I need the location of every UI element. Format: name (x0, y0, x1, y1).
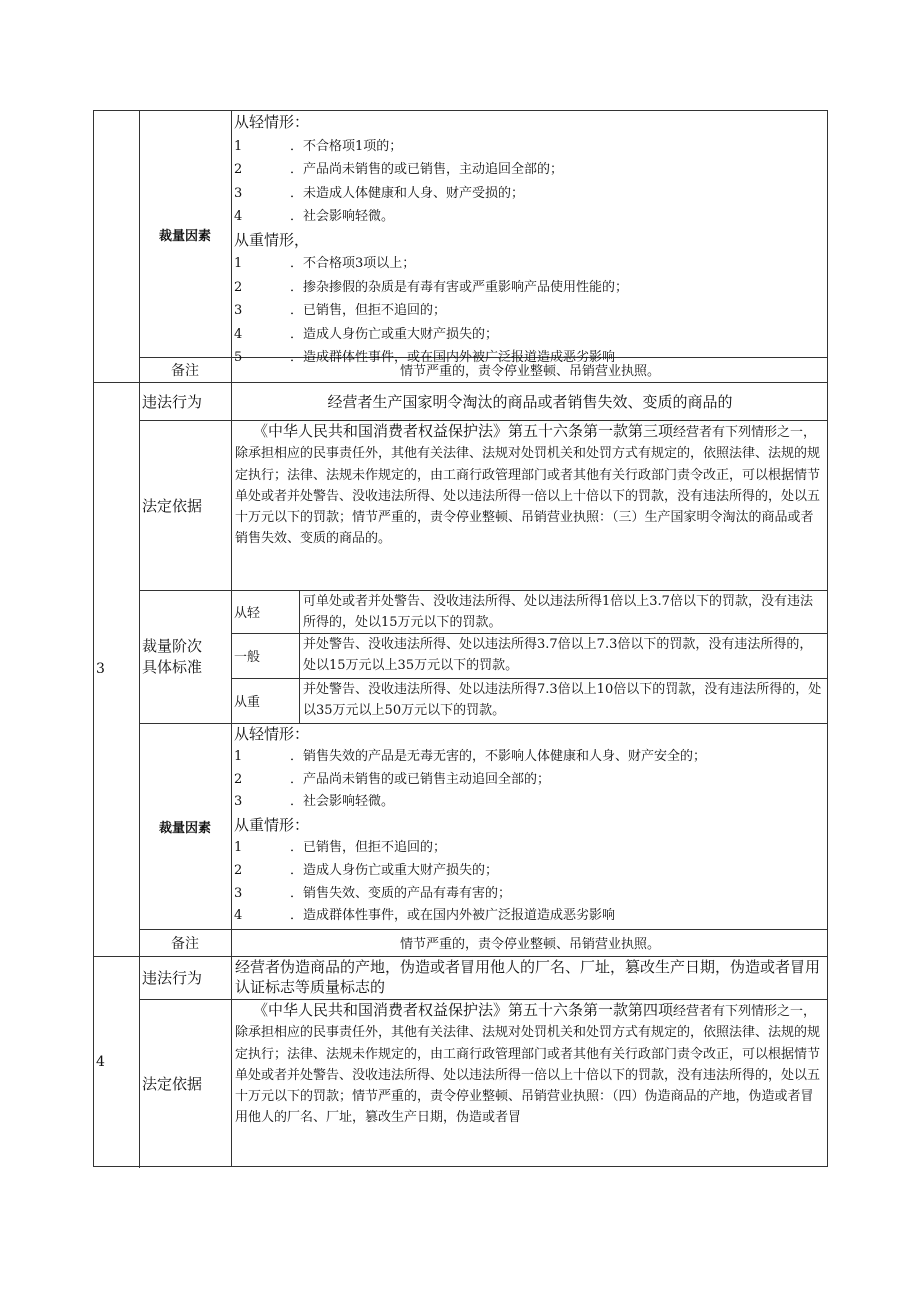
item-text: ．产品尚未销售的或已销售，主动追回全部的； (290, 162, 564, 177)
basis-body: 经营者有下列情形之一，除承担相应的民事责任外，其他有关法律、法规对处罚机关和处罚方式有规定的，依照法律、法规的规定执行；法律、法规未作规定的，由工商行政管理部门或者其他有关行政部门责令改正，可以根据情节单处或者并处警告、没收违法所得、处以违法所得一倍以上十倍以下的罚款，没有违法所得的，处以五十万元以下的罚款；情节严重的，责令停业整顿、吊销营业执照：（三）生产国家明令淘汰的商品或者销售失效、变质的商品的。 (235, 425, 821, 547)
item-number: 4 (234, 209, 243, 224)
level-name-text: 从轻 (234, 606, 261, 621)
basis-label-text: 法定依据 (142, 1075, 203, 1093)
note-label (139, 357, 231, 382)
heavy-title: 从重情形： (234, 816, 310, 835)
list-item (234, 905, 828, 928)
item-number: 1 (234, 748, 243, 764)
factor-label-text: 裁量因素 (158, 228, 211, 244)
level-name (232, 590, 299, 633)
basis-text (232, 999, 828, 1168)
row-index-text: 4 (96, 1054, 105, 1070)
violation-label (139, 956, 231, 999)
note-text-value: 情节严重的，责令停业整顿、吊销营业执照。 (399, 937, 660, 952)
note-label-text: 备注 (171, 362, 199, 379)
row-index (94, 956, 139, 1168)
item-text: ．造成人身伤亡或重大财产损失的； (290, 326, 499, 342)
list-item (234, 135, 828, 159)
item-number: 2 (234, 771, 243, 787)
item-text: ．产品尚未销售的或已销售主动追回全部的； (290, 771, 551, 787)
violation-text-value: 经营者生产国家明令淘汰的商品或者销售失效、变质的商品的 (327, 392, 733, 411)
item-number: 4 (234, 908, 243, 924)
list-item (234, 182, 828, 206)
basis-text (232, 420, 828, 590)
factor-label-text: 裁量因素 (158, 820, 211, 836)
light-title: 从轻情形： (234, 725, 310, 743)
item-number: 4 (234, 326, 243, 342)
item-number: 3 (234, 794, 243, 810)
note-text (232, 357, 828, 382)
violation-text (232, 956, 828, 999)
item-text: ．销售失效的产品是无毒无害的，不影响人体健康和人身、财产安全的； (290, 748, 707, 764)
item-text: ．不合格项1项的； (290, 138, 403, 154)
violation-text (232, 382, 828, 420)
item-text: ．造成群体性事件，或在国内外被广泛报道造成恶劣影响 (290, 908, 616, 924)
level-name (232, 633, 299, 678)
item-number: 5 (234, 350, 243, 365)
standard-label-text: 裁量阶次具体标准 (142, 636, 203, 676)
note-label-text: 备注 (171, 935, 199, 952)
item-number: 1 (234, 138, 243, 154)
list-item (234, 323, 828, 347)
note-text (232, 929, 828, 956)
basis-label (139, 420, 231, 590)
item-number: 3 (234, 303, 243, 318)
list-item (234, 883, 828, 906)
list-item (234, 837, 828, 860)
item-text: ．造成群体性事件，或在国内外被广泛报道造成恶劣影响 (290, 350, 616, 365)
factor-content (232, 723, 828, 929)
list-item (234, 252, 828, 276)
basis-label-text: 法定依据 (142, 496, 203, 515)
level-name-text: 一般 (234, 650, 261, 665)
item-text: ．已销售，但拒不追回的； (290, 303, 447, 318)
item-text: ．未造成人体健康和人身、财产受损的； (290, 185, 525, 201)
item-text: ．已销售，但拒不追回的； (290, 839, 447, 855)
level-text-value: 并处警告、没收违法所得、处以违法所得7.3倍以上10倍以下的罚款，没有违法所得的，处以35万元以上50万元以下的罚款。 (303, 682, 822, 719)
item-text: ．不合格项3项以上； (290, 256, 416, 271)
basis-label (139, 999, 231, 1168)
basis-lead: 《中华人民共和国消费者权益保护法》第五十六条第一款第三项 (253, 422, 674, 440)
list-item (234, 158, 828, 182)
item-text: ．掺杂掺假的杂质是有毒有害或严重影响产品使用性能的； (290, 279, 629, 295)
violation-text-value: 经营者伪造商品的产地，伪造或者冒用他人的厂名、厂址，篡改生产日期，伪造或者冒用认证标志等质量标志的 (235, 958, 821, 996)
violation-label-text: 违法行为 (142, 392, 203, 411)
standard-label (139, 590, 231, 723)
level-text-value: 可单处或者并处警告、没收违法所得、处以违法所得1倍以上3.7倍以下的罚款，没有违法所得的，处以15万元以下的罚款。 (303, 594, 813, 631)
list-item (234, 769, 828, 792)
level-text-value: 并处警告、没收违法所得、处以违法所得3.7倍以上7.3倍以下的罚款，没有违法所得的，处以15万元以上35万元以下的罚款。 (303, 637, 813, 674)
item-number: 2 (234, 862, 243, 878)
item-number: 2 (234, 162, 243, 177)
item-text: ．销售失效、变质的产品有毒有害的； (290, 885, 512, 901)
item-number: 3 (234, 185, 243, 201)
basis-lead: 《中华人民共和国消费者权益保护法》第五十六条第一款第四项 (253, 1001, 674, 1019)
row-index (94, 382, 139, 956)
level-name-text: 从重 (234, 695, 261, 710)
item-text: ．社会影响轻微。 (290, 209, 395, 224)
violation-label-text: 违法行为 (142, 969, 203, 987)
factor-content (232, 111, 828, 365)
list-item (234, 860, 828, 883)
note-label (139, 929, 231, 956)
factor-label (139, 111, 231, 357)
item-number: 1 (234, 256, 243, 271)
violation-label (139, 382, 231, 420)
item-number: 2 (234, 279, 243, 295)
row-index-text: 3 (96, 661, 105, 677)
heavy-title: 从重情形， (234, 230, 310, 249)
level-text (300, 633, 828, 678)
list-item (234, 791, 828, 814)
note-text-value: 情节严重的，责令停业整顿、吊销营业执照。 (399, 364, 660, 379)
regulation-table (93, 110, 828, 1167)
item-text: ．造成人身伤亡或重大财产损失的； (290, 862, 499, 878)
basis-body: 经营者有下列情形之一，除承担相应的民事责任外，其他有关法律、法规对处罚机关和处罚方式有规定的，依照法律、法规的规定执行；法律、法规未作规定的，由工商行政管理部门或者其他有关行政部门责令改正，可以根据情节单处或者并处警告、没收违法所得、处以违法所得一倍以上十倍以下的罚款，没有违法所得的，处以五十万元以下的罚款；情节严重的，责令停业整顿、吊销营业执照：（四）伪造商品的产地，伪造或者冒用他人的厂名、厂址，篡改生产日期，伪造或者冒 (235, 1004, 821, 1126)
list-item (234, 299, 828, 323)
level-text (300, 678, 828, 723)
level-name (232, 678, 299, 723)
item-number: 1 (234, 839, 243, 855)
item-text: ．社会影响轻微。 (290, 794, 395, 810)
level-text (300, 590, 828, 633)
list-item (234, 746, 828, 769)
light-title: 从轻情形： (234, 113, 310, 131)
item-number: 3 (234, 885, 243, 901)
list-item (234, 276, 828, 300)
factor-label (139, 723, 231, 929)
list-item (234, 205, 828, 229)
